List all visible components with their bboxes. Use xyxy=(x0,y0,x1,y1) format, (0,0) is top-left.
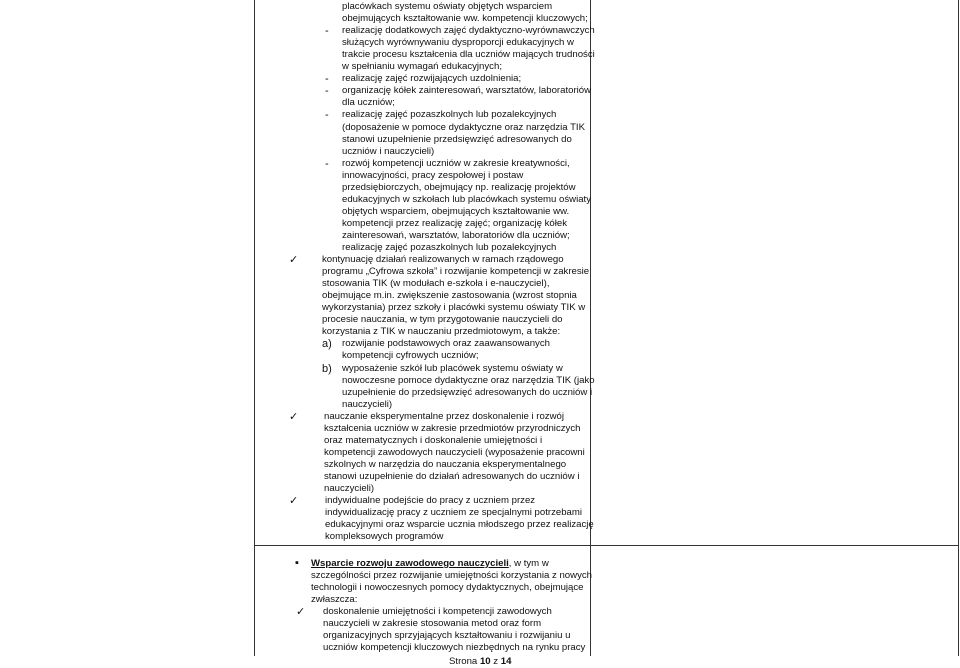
list-line: nauczanie eksperymentalne przez doskonalenie i rozwój xyxy=(324,410,564,422)
list-line: obejmujących kształtowanie ww. kompetencji kluczowych; xyxy=(342,13,588,25)
list-line: nauczycieli) xyxy=(324,483,375,494)
list-line: kompetencji przez realizację zajęć; organizację kółek xyxy=(342,217,568,229)
list-line: dla uczniów; xyxy=(342,97,395,109)
dash-bullet: - xyxy=(325,25,329,38)
list-line: programu „Cyfrowa szkoła” i rozwijanie kompetencji w zakresie xyxy=(322,266,590,278)
list-line: stosowania TIK (w modułach e-szkoła i e-nauczyciel), xyxy=(322,278,550,290)
list-line: innowacyjności, pracy zespołowej i postaw xyxy=(342,169,524,181)
dash-bullet: - xyxy=(325,73,329,86)
table-border-mid xyxy=(590,0,591,656)
list-line: nowoczesne pomoce dydaktyczne oraz narzędzia TIK (jako xyxy=(342,374,595,386)
section-sub-line: doskonalenie umiejętności i kompetencji zawodowych xyxy=(323,606,552,618)
list-line: przedsiębiorczych, obejmujący np. realizację projektów xyxy=(342,181,576,193)
checkmark-icon: ✓ xyxy=(289,410,299,423)
section-line: technologii i nowoczesnych pomocy dydaktycznych, obejmujące xyxy=(311,582,584,594)
list-line: kształcenia uczniów w zakresie przedmiotów przyrodniczych xyxy=(324,422,581,434)
list-line: nauczycieli) xyxy=(342,398,393,410)
section-heading-rest: , w tym w xyxy=(508,558,549,569)
checkmark-icon: ✓ xyxy=(289,495,299,508)
checkmark-icon: ✓ xyxy=(296,606,306,619)
list-line: zainteresowań, warsztatów, laboratoriów dla uczniów; xyxy=(342,229,570,241)
list-marker: a) xyxy=(322,338,332,351)
page-total: 14 xyxy=(500,656,512,667)
list-line: uczniów i nauczycieli) xyxy=(342,145,435,157)
square-bullet-icon: ▪ xyxy=(295,557,299,569)
list-line: realizację zajęć pozaszkolnych lub pozalekcyjnych xyxy=(342,242,557,253)
list-line: oraz matematycznych i doskonalenie umiejętności i xyxy=(324,434,543,446)
table-border-right xyxy=(958,0,959,656)
section-line: zwłaszcza: xyxy=(311,594,358,606)
dash-bullet: - xyxy=(325,157,329,170)
list-line: wykorzystania) przez szkoły i placówki systemu oświaty TIK w xyxy=(322,302,586,314)
list-line: placówkach systemu oświaty objętych wsparciem xyxy=(342,1,553,12)
section-sub-line: nauczycieli w zakresie stosowania metod oraz form xyxy=(323,618,542,630)
list-line: wyposażenie szkół lub placówek systemu oświaty w xyxy=(342,362,563,374)
dash-bullet: - xyxy=(325,109,329,122)
list-line: edukacyjnych w szkołach lub placówkach systemu oświaty xyxy=(342,193,592,205)
table-border-bottom xyxy=(254,545,959,546)
list-marker: b) xyxy=(322,362,332,375)
section-sub-line: organizacyjnych sprzyjających kształtowaniu i rozwijaniu u xyxy=(323,630,571,642)
page-number: 10 xyxy=(479,656,491,667)
list-line: trakcie procesu kształcenia dla uczniów mających trudności xyxy=(342,49,595,61)
list-line: edukacyjnymi oraz wsparcie ucznia młodszego przez realizację xyxy=(325,519,594,531)
dash-bullet: - xyxy=(325,85,329,98)
section-sub-line: uczniów kompetencji kluczowych niezbędnych na rynku pracy xyxy=(323,642,586,654)
list-line: rozwijanie podstawowych oraz zaawansowanych xyxy=(342,338,550,350)
list-line: służących wyrównywaniu dysproporcji edukacyjnych w xyxy=(342,37,574,49)
list-line: stanowi uzupełnienie do działań adresowanych do uczniów i xyxy=(324,470,580,482)
list-line: kompetencji cyfrowych uczniów; xyxy=(342,350,479,362)
list-line: w spełnianiu wymagań edukacyjnych; xyxy=(342,61,502,73)
list-line: realizację dodatkowych zajęć dydaktyczno-wyrównawczych xyxy=(342,25,595,37)
list-line: organizację kółek zainteresowań, warsztatów, laboratoriów xyxy=(342,85,592,97)
section-line: szczególności przez rozwijanie umiejętności korzystania z nowych xyxy=(311,570,593,582)
list-line: realizację zajęć pozaszkolnych lub pozalekcyjnych xyxy=(342,109,557,121)
list-line: rozwój kompetencji uczniów w zakresie kreatywności, xyxy=(342,157,570,169)
section-heading xyxy=(311,558,549,570)
list-line: szkolnych w narzędzia do nauczania eksperymentalnego xyxy=(324,458,567,470)
list-line: procesie nauczania, w tym przygotowanie nauczycieli do xyxy=(322,314,563,326)
list-line: indywidualne podejście do pracy z uczniem przez xyxy=(325,495,536,507)
list-line: obejmujące m.in. zwiększenie zastosowania (wzrost stopnia xyxy=(322,290,577,302)
list-line: stanowi uzupełnienie przedsięwzięć adresowanych do xyxy=(342,133,572,145)
page-footer: Strona 10 z 14 xyxy=(449,656,512,667)
list-line: uzupełnienie do przedsięwzięć adresowanych do uczniów i xyxy=(342,386,593,398)
list-line: korzystania z TIK w nauczaniu przedmiotowym, a także: xyxy=(322,326,561,338)
list-line: realizację zajęć rozwijających uzdolnienia; xyxy=(342,73,522,85)
list-line: kompleksowych programów xyxy=(325,531,444,543)
list-line: kontynuację działań realizowanych w ramach rządowego xyxy=(322,254,564,266)
checkmark-icon: ✓ xyxy=(289,254,299,267)
table-border-left xyxy=(254,0,255,656)
section-heading-title: Wsparcie rozwoju zawodowego nauczycieli xyxy=(311,558,509,569)
list-line: kompetencji zawodowych nauczycieli (wyposażenie pracowni xyxy=(324,446,585,458)
list-line: objętych wsparciem, obejmujących kształtowanie ww. xyxy=(342,205,570,217)
list-line: indywidualizację pracy z uczniem ze specjalnymi potrzebami xyxy=(325,507,583,519)
list-line: (doposażenie w pomoce dydaktyczne oraz narzędzia TIK xyxy=(342,121,585,133)
